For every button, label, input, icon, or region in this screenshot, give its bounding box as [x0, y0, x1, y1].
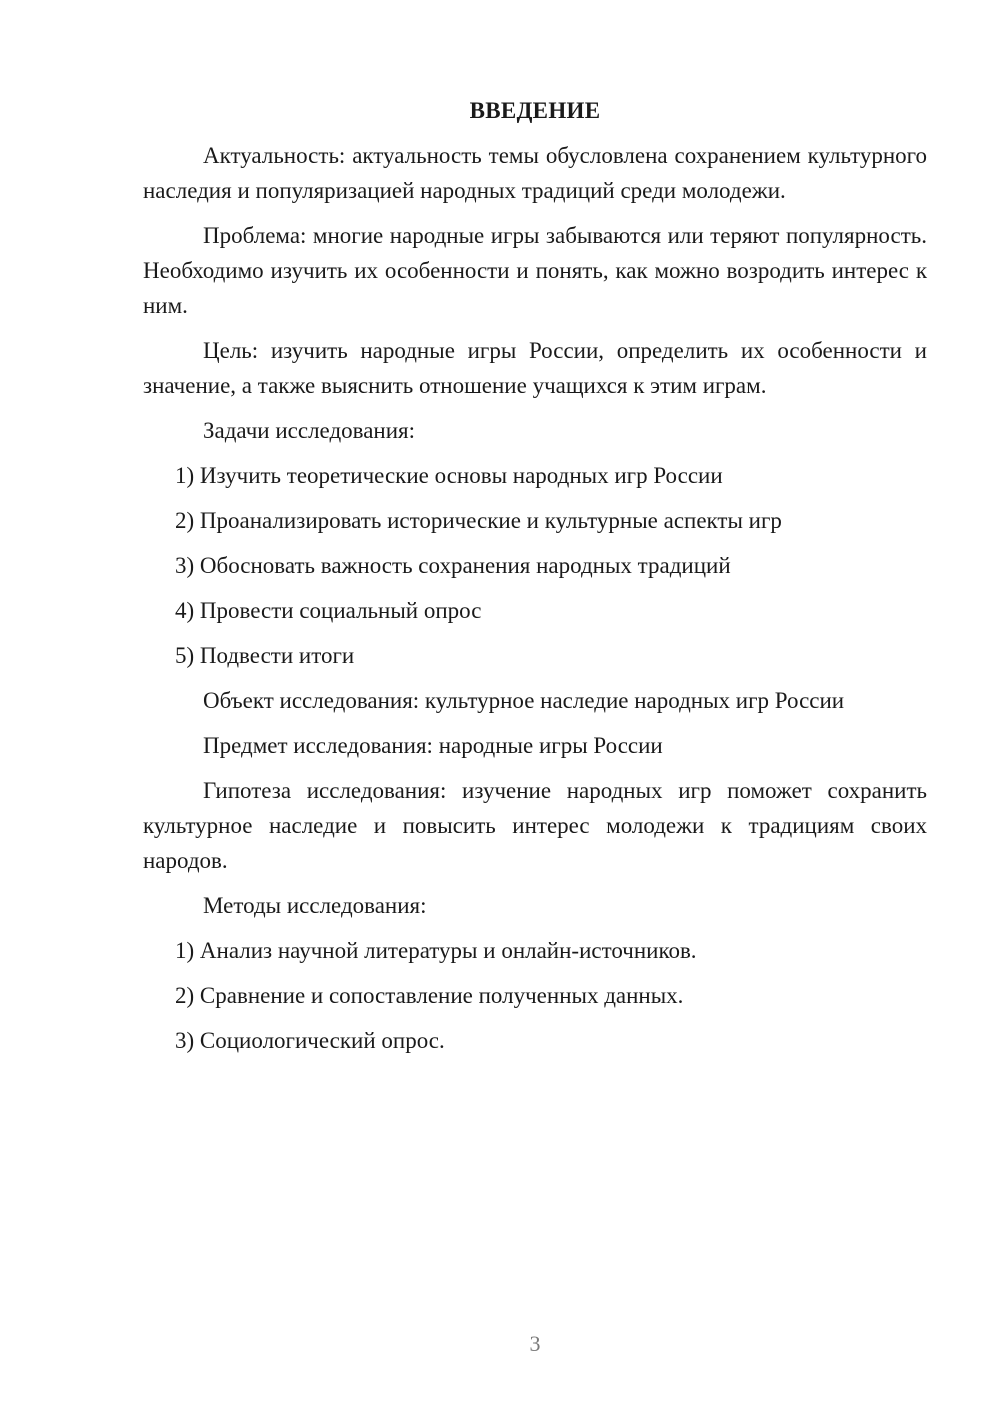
method-item-1: 1) Анализ научной литературы и онлайн-источников.: [175, 938, 697, 963]
hypothesis-paragraph: Гипотеза исследования: изучение народных игр поможет сохранить культурное наследие и повысить интерес молодежи к традициям своих народов.: [143, 778, 927, 873]
task-item-1: 1) Изучить теоретические основы народных игр России: [175, 463, 723, 488]
tasks-heading: Задачи исследования:: [203, 418, 416, 443]
method-item-2: 2) Сравнение и сопоставление полученных данных.: [175, 983, 684, 1008]
section-title: ВВЕДЕНИЕ: [469, 98, 601, 123]
goal-paragraph: Цель: изучить народные игры России, определить их особенности и значение, а также выяснить отношение учащихся к этим играм.: [143, 338, 927, 398]
problem-paragraph: Проблема: многие народные игры забываются или теряют популярность. Необходимо изучить их особенности и понять, как можно возродить интерес к ним.: [143, 223, 927, 318]
research-subject: Предмет исследования: народные игры России: [203, 733, 663, 758]
method-item-3: 3) Социологический опрос.: [175, 1028, 445, 1053]
task-item-2: 2) Проанализировать исторические и культурные аспекты игр: [175, 508, 782, 533]
research-object: Объект исследования: культурное наследие народных игр России: [203, 688, 845, 713]
task-item-5: 5) Подвести итоги: [175, 643, 355, 668]
task-item-3: 3) Обосновать важность сохранения народных традиций: [175, 553, 731, 578]
methods-heading: Методы исследования:: [203, 893, 427, 918]
page-number: 3: [529, 1331, 541, 1356]
task-item-4: 4) Провести социальный опрос: [175, 598, 482, 623]
relevance-paragraph: Актуальность: актуальность темы обусловлена сохранением культурного наследия и популяризацией народных традиций среди молодежи.: [143, 143, 927, 203]
page-content: [143, 93, 927, 1068]
